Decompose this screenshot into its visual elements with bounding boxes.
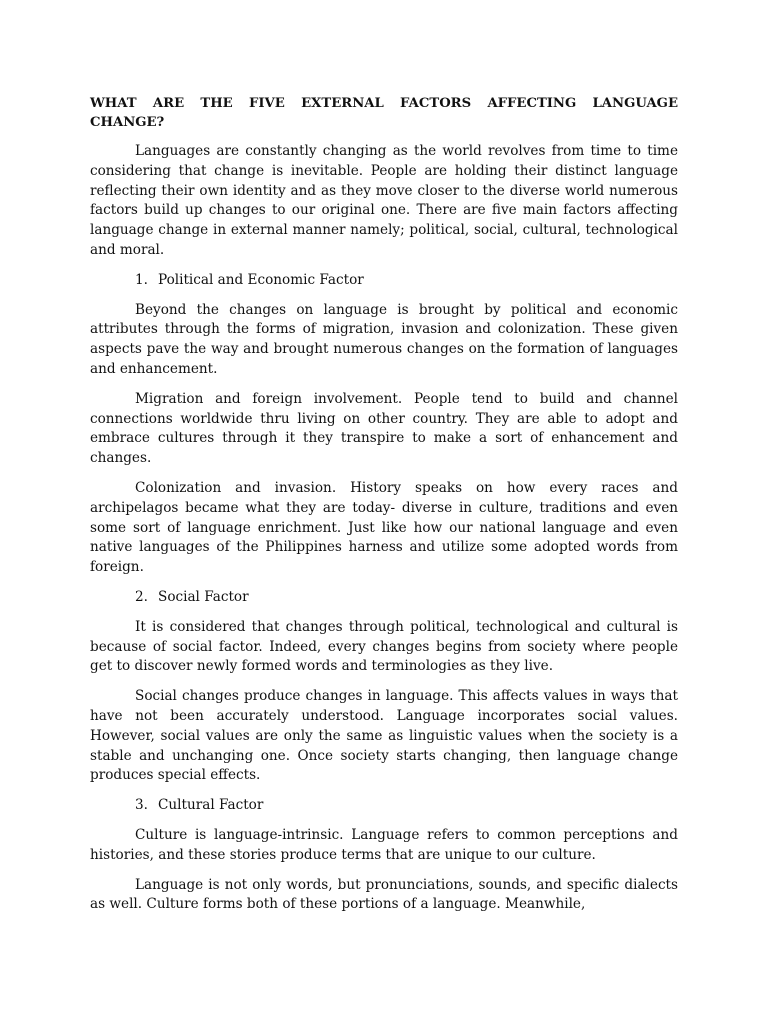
section-heading-political [90, 271, 678, 291]
section-number: 2. [135, 588, 148, 605]
document-title: WHAT ARE THE FIVE EXTERNAL FACTORS AFFECTING LANGUAGE CHANGE? [90, 96, 678, 130]
section-number: 3. [135, 797, 148, 814]
paragraph: Migration and foreign involvement. People tend to build and channel connections worldwide thru living on other country. They are able to adopt and embrace cultures through it they transpire to make a sort of enhancement and changes. [90, 390, 678, 467]
paragraph: Beyond the changes on language is brought by political and economic attributes through the forms of migration, invasion and colonization. These given aspects pave the way and brought numerous changes on the formation of languages and enhancement. [90, 301, 678, 377]
section-heading-text: Social Factor [158, 588, 249, 605]
paragraph: Colonization and invasion. History speaks on how every races and archipelagos became what they are today- diverse in culture, traditions and even some sort of language enrichment. Just like how our national language and even native languages of the Philippines harness and utilize some adopted words from foreign. [90, 479, 678, 576]
paragraph: Language is not only words, but pronunciations, sounds, and specific dialects as well. Culture forms both of these portions of a language. Meanwhile, [90, 876, 678, 913]
paragraph-intro: Languages are constantly changing as the world revolves from time to time considering that change is inevitable. People are holding their distinct language reflecting their own identity and as they move closer to the diverse world numerous factors build up changes to our original one. There are five main factors affecting language change in external manner namely; political, social, cultural, technological and moral. [90, 143, 678, 258]
section-heading-cultural [90, 796, 678, 816]
section-heading-text: Political and Economic Factor [158, 271, 364, 288]
paragraph: Social changes produce changes in language. This affects values in ways that have not been accurately understood. Language incorporates social values. However, social values are only the same as linguistic values when the society is a stable and unchanging one. Once society starts changing, then language change produces special effects. [90, 688, 678, 784]
section-heading-text: Cultural Factor [158, 797, 264, 814]
section-number: 1. [135, 271, 148, 288]
section-heading-social [90, 588, 678, 608]
paragraph: Culture is language-intrinsic. Language refers to common perceptions and histories, and these stories produce terms that are unique to our culture. [90, 826, 678, 863]
paragraph: It is considered that changes through political, technological and cultural is because of social factor. Indeed, every changes begins from society where people get to discover newly formed words and terminologies as they live. [90, 618, 678, 675]
